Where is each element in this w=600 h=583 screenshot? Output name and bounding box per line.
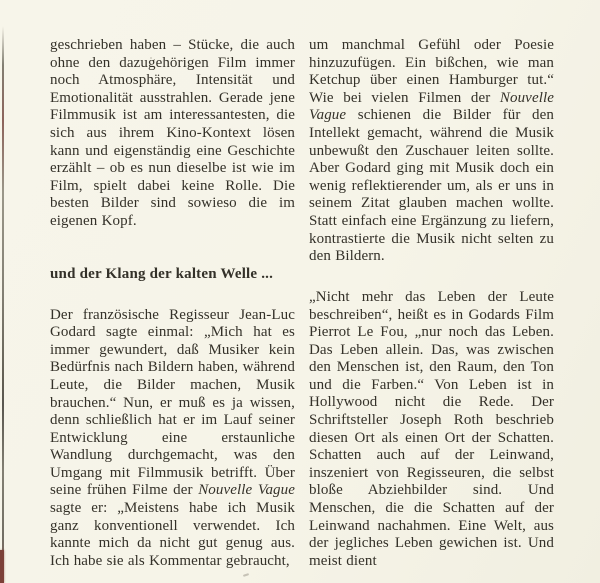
paragraph-right-1: [309, 37, 554, 266]
paragraph-right-2: „Nicht mehr das Leben der Leute beschreiben“, heißt es in Godards Film Pierrot Le Fou, „nur noch das Leben. Das Leben allein. Das, was zwischen den Menschen ist, den Raum, den Ton und die Farben.“ Von Leben ist in Hollywood nicht die Rede. Der Schriftsteller Joseph Roth beschrieb diesen Ort als einen Ort der Schatten. Schatten auch auf der Leinwand, inszeniert von Regisseuren, die selbst bloße Abziehbilder sind. Und Menschen, die die Schatten auf der Leinwand nachahmen. Eine Welt, aus der jegliches Leben gewichen ist. Und meist dient: [309, 288, 554, 569]
film-title-italic: Nouvelle Vague: [198, 482, 295, 499]
section-heading: und der Klang der kalten Welle ...: [50, 265, 274, 282]
text-column-left: [50, 37, 295, 583]
scan-edge-maroon-bar: [0, 550, 4, 583]
text-segment: um manchmal Gefühl oder Poesie hinzuzufügen. Ein bißchen, wie man Ketchup über einen Hamburger tut.“ Wie bei vielen Filmen der: [309, 37, 554, 106]
film-title-italic: Nouvelle Vague: [309, 89, 554, 124]
text-column-right: [309, 37, 554, 583]
text-segment: Der französische Regisseur Jean-Luc Godard sagte einmal: „Mich hat es immer gewundert, daß Musiker kein Bedürfnis nach Bildern haben, während Leute, die Bilder machen, Musik brauchen.“ Nun, er muß es ja wissen, denn schließlich hat er im Lauf seiner Entwicklung eine erstaunliche Wandlung durchgemacht, was den Umgang mit Filmmusik betrifft. Über seine frühen Filme der: [50, 306, 295, 499]
text-segment: sagte er: „Meistens habe ich Musik ganz konventionell verwendet. Ich kannte mich da nicht gut genug aus. Ich habe sie als Kommentar gebraucht,: [50, 500, 295, 569]
scan-speck: [113, 560, 116, 563]
paragraph-left-1: geschrieben haben – Stücke, die auch ohne den dazugehörigen Film immer noch Atmosphäre, Intensität und Emotionalität ausstrahlen. Gerade jene Filmmusik ist am interessantesten, die sich aus ihrem Kino-Kontext lösen kann und eigenständig eine Geschichte erzählt – ob es nun dieselbe ist wie im Film, spielt dabei keine Rolle. Die besten Bilder sind sowieso die im eigenen Kopf.: [50, 37, 295, 229]
scan-speck: [150, 57, 152, 59]
text-segment: schienen die Bilder für den Intellekt gemacht, während die Musik unbewußt den Zuschauer leiten sollte. Aber Godard ging mit Musik doch ein wenig reflektierender um, als er uns in seinem Zitat glauben machen wollte. Statt einfach eine Ergänzung zu liefern, kontrastierte die Musik nicht selten zu den Bildern.: [309, 107, 554, 265]
paragraph-left-2: [50, 307, 295, 571]
scan-edge-line: [2, 26, 4, 583]
